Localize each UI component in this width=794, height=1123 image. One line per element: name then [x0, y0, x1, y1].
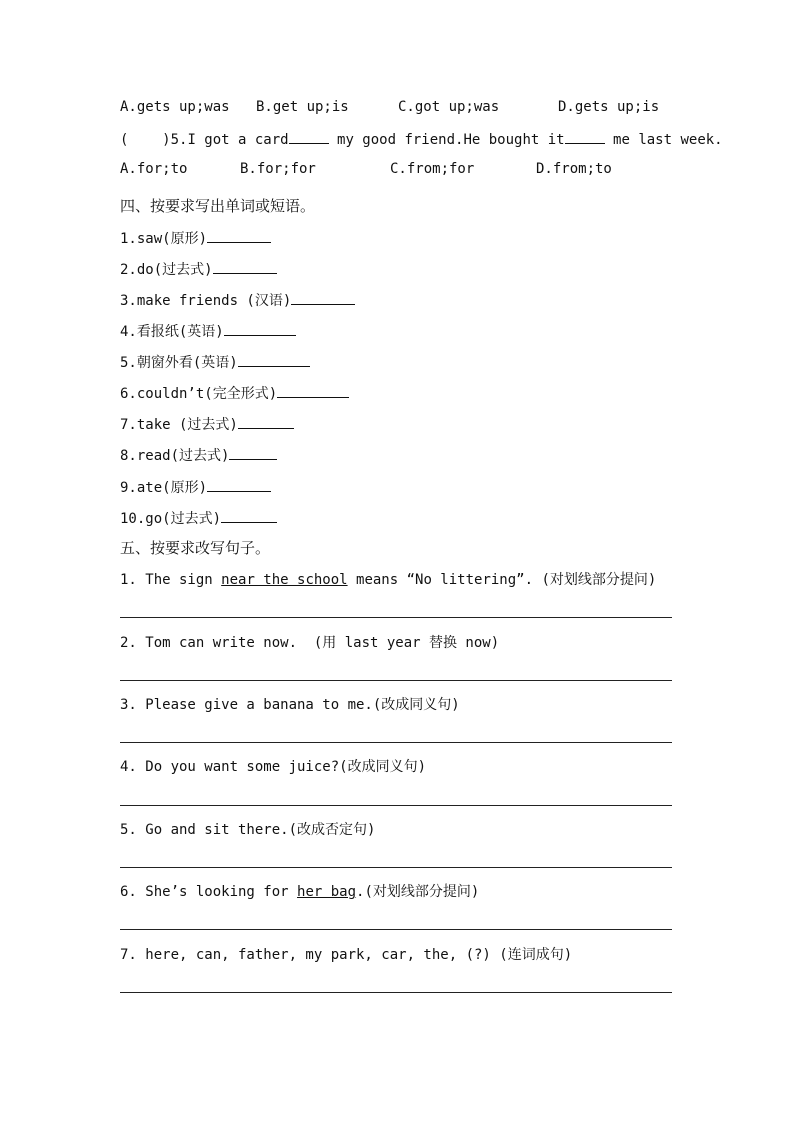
word-item: [120, 352, 310, 372]
word-item: [120, 228, 271, 248]
answer-blank[interactable]: [229, 445, 277, 460]
item-text: 4.看报纸(英语): [120, 324, 224, 340]
question-text-part2: my good friend.He bought it: [328, 132, 565, 148]
answer-line[interactable]: [120, 742, 672, 743]
answer-blank[interactable]: [291, 290, 355, 305]
answer-line[interactable]: [120, 929, 672, 930]
item-text: means “No littering”. (对划线部分提问): [347, 572, 657, 588]
item-text: 10.go(过去式): [120, 511, 222, 527]
item-text: 8.read(过去式): [120, 448, 230, 464]
option-c: C.got up;was: [398, 99, 500, 115]
option-d: D.gets up;is: [558, 99, 660, 115]
question-number: 5.: [170, 132, 188, 148]
answer-blank[interactable]: [207, 228, 271, 243]
rewrite-item-4: 4. Do you want some juice?(改成同义句): [120, 759, 427, 775]
word-item: [120, 414, 294, 434]
item-text: 7.take (过去式): [120, 417, 238, 433]
item-text: 1.saw(原形): [120, 231, 208, 247]
option-a: A.gets up;was: [120, 99, 230, 115]
option-a: A.for;to: [120, 161, 188, 177]
item-text: 3.make friends (汉语): [120, 293, 292, 309]
answer-blank[interactable]: [207, 477, 271, 492]
item-text: 9.ate(原形): [120, 480, 208, 496]
rewrite-item-1: [120, 571, 656, 589]
answer-blank[interactable]: [213, 259, 277, 274]
word-item: [120, 290, 355, 310]
answer-line[interactable]: [120, 867, 672, 868]
answer-blank[interactable]: [238, 352, 310, 367]
item-text: 1. The sign: [120, 572, 222, 588]
underlined-phrase: her bag: [297, 884, 357, 900]
rewrite-item-3: 3. Please give a banana to me.(改成同义句): [120, 697, 460, 713]
rewrite-item-2: 2. Tom can write now. (用 last year 替换 now): [120, 635, 500, 651]
word-item: [120, 321, 296, 341]
underlined-phrase: near the school: [221, 572, 348, 588]
answer-blank[interactable]: [238, 414, 294, 429]
word-item: [120, 259, 277, 279]
section-4-title: 四、按要求写出单词或短语。: [120, 197, 316, 215]
answer-line[interactable]: [120, 992, 672, 993]
blank[interactable]: [289, 129, 329, 144]
answer-line[interactable]: [120, 680, 672, 681]
word-item: [120, 477, 271, 497]
rewrite-item-6: [120, 883, 479, 901]
item-text: .(对划线部分提问): [356, 884, 480, 900]
item-text: 6.couldn’t(完全形式): [120, 386, 278, 402]
answer-blank[interactable]: [221, 508, 277, 523]
item-text: 6. She’s looking for: [120, 884, 298, 900]
question-text-part1: I got a card: [187, 132, 289, 148]
option-d: D.from;to: [536, 161, 612, 177]
question-5: [120, 129, 723, 149]
answer-paren: ( ): [120, 132, 171, 148]
rewrite-item-5: 5. Go and sit there.(改成否定句): [120, 822, 376, 838]
word-item: [120, 383, 349, 403]
answer-line[interactable]: [120, 805, 672, 806]
item-text: 5.朝窗外看(英语): [120, 355, 238, 371]
answer-blank[interactable]: [277, 383, 349, 398]
answer-line[interactable]: [120, 617, 672, 618]
word-item: [120, 445, 277, 465]
rewrite-item-7: 7. here, can, father, my park, car, the, (?) (连词成句): [120, 947, 573, 963]
option-b: B.get up;is: [256, 99, 349, 115]
question-text-part3: me last week.: [604, 132, 723, 148]
word-item: [120, 508, 277, 528]
item-text: 2.do(过去式): [120, 262, 213, 278]
section-5-title: 五、按要求改写句子。: [120, 539, 271, 557]
blank[interactable]: [565, 129, 605, 144]
answer-blank[interactable]: [224, 321, 296, 336]
option-c: C.from;for: [390, 161, 475, 177]
option-b: B.for;for: [240, 161, 316, 177]
